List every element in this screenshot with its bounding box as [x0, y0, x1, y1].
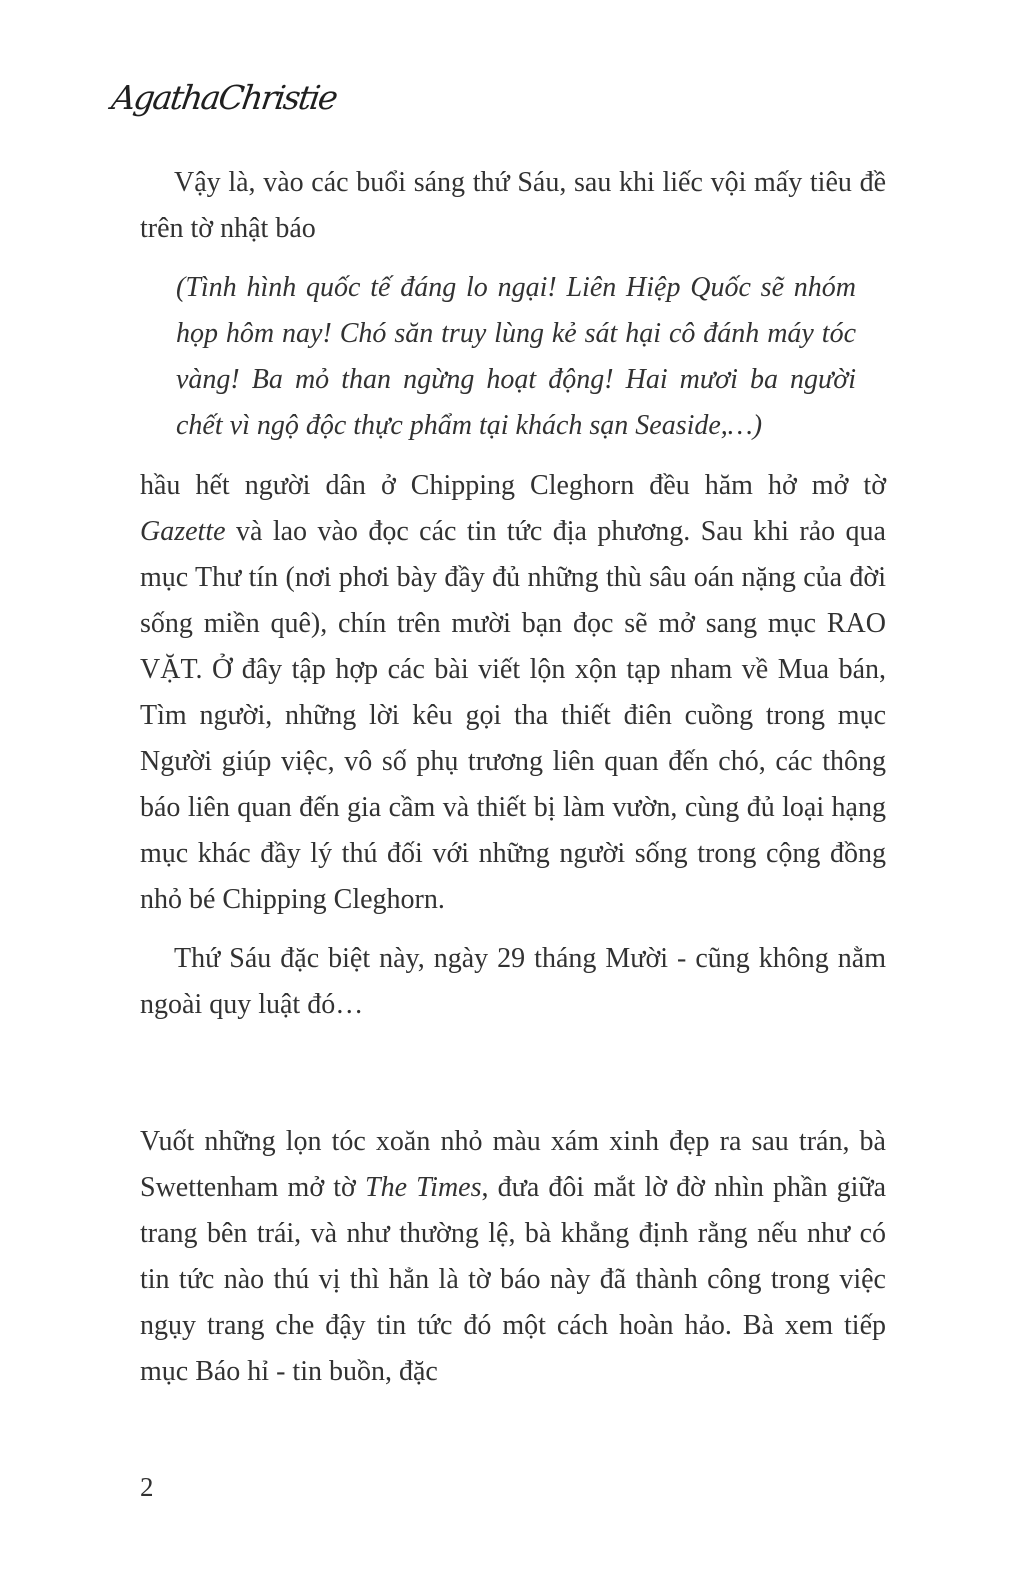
scene-break [140, 1041, 886, 1119]
the-times-title: The Times [365, 1172, 482, 1203]
text-segment: , đưa đôi mắt lờ đờ nhìn phần giữa trang bên trái, và như thường lệ, bà khẳng định rằng nếu như có tin tức nào thú vị thì hẳn là tờ báo này đã thành công trong việc ngụy trang che đậy tin tức đó một cách hoàn hảo. Bà xem tiếp mục Báo hỉ - tin buồn, đặc [140, 1172, 886, 1387]
text-segment: Thứ Sáu đặc biệt này, ngày 29 tháng Mười - cũng không nằm ngoài quy luật đó… [140, 943, 886, 1020]
agatha-christie-signature-logo: AgathaChristie [109, 78, 339, 117]
newspaper-headlines-quote [176, 265, 856, 449]
text-segment: hầu hết người dân ở Chipping Cleghorn đều hăm hở mở tờ [140, 470, 886, 501]
page-content [140, 160, 886, 1408]
text-segment: Vuốt những lọn tóc xoăn nhỏ màu xám xinh đẹp ra sau trán, bà Swettenham mở tờ [140, 1126, 886, 1203]
paragraph-intro [140, 160, 886, 252]
text-segment: và lao vào đọc các tin tức địa phương. Sau khi rảo qua mục Thư tín (nơi phơi bày đầy đủ những thù sâu oán nặng của đời sống miền quê), chín trên mười bạn đọc sẽ mở sang mục RAO VẶT. Ở đây tập hợp các bài viết lộn xộn tạp nham về Mua bán, Tìm người, những lời kêu gọi tha thiết điên cuồng trong mục Người giúp việc, vô số phụ trương liên quan đến chó, các thông báo liên quan đến gia cầm và thiết bị làm vườn, cùng đủ loại hạng mục khác đầy lý thú đối với những người sống trong cộng đồng nhỏ bé Chipping Cleghorn. [140, 516, 886, 915]
text-segment: Vậy là, vào các buổi sáng thứ Sáu, sau khi liếc vội mấy tiêu đề trên tờ nhật báo [140, 167, 886, 244]
paragraph-swettenham [140, 1119, 886, 1395]
paragraph-gazette [140, 463, 886, 923]
text-segment: (Tình hình quốc tế đáng lo ngại! Liên Hiệp Quốc sẽ nhóm họp hôm nay! Chó săn truy lùng kẻ sát hại cô đánh máy tóc vàng! Ba mỏ than ngừng hoạt động! Hai mươi ba người chết vì ngộ độc thực phẩm tại khách sạn Seaside,…) [176, 272, 856, 441]
gazette-title: Gazette [140, 516, 226, 547]
paragraph-friday [140, 936, 886, 1028]
page-number: 2 [140, 1472, 154, 1502]
